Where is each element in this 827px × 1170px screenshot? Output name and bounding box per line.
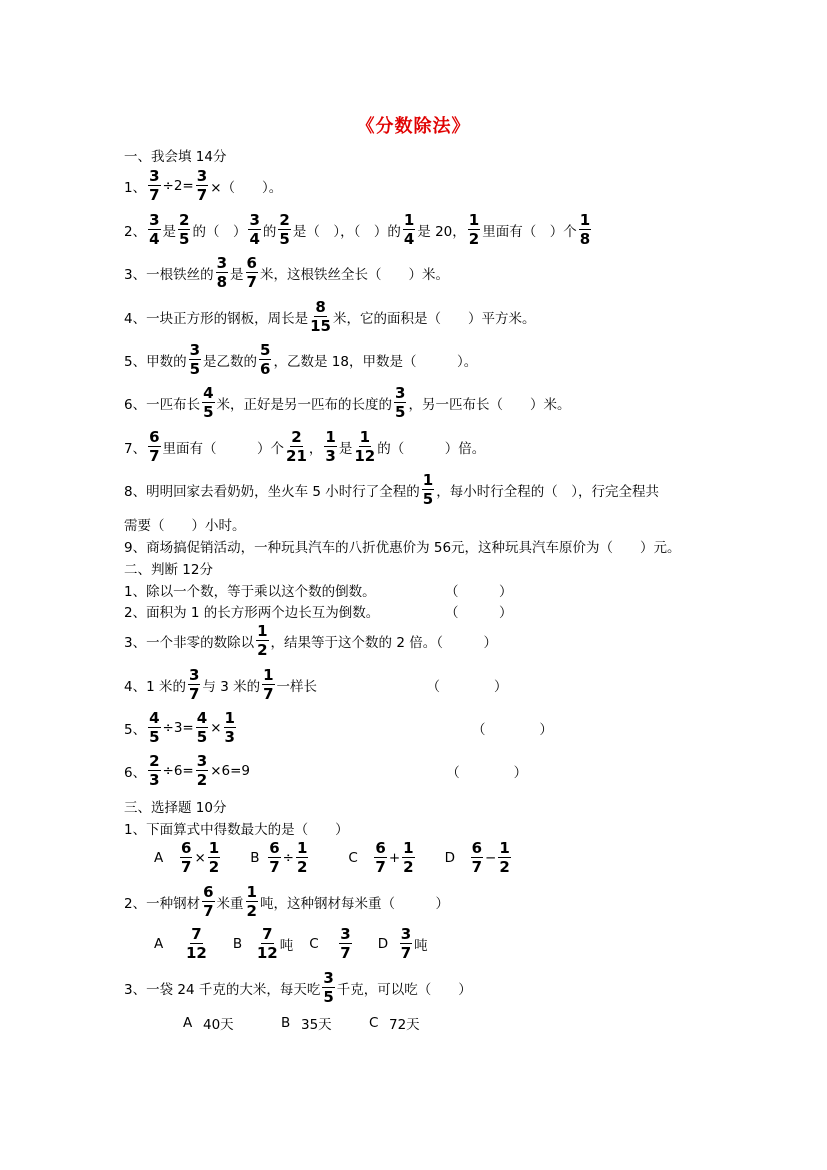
question-fill-9: 9、商场搞促销活动，一种玩具汽车的八折优惠价为 56元，这种玩具汽车原价为（ ）元。: [124, 540, 681, 556]
question-text: 千克，可以吃（ ）: [336, 981, 472, 998]
question-choice-3: [124, 970, 472, 1005]
question-fill-1: [124, 168, 282, 203]
fraction: $\frac{3}{7}$: [188, 666, 200, 703]
answer-paren[interactable]: （ ）: [426, 678, 508, 695]
page-title: 《分数除法》: [356, 116, 471, 137]
option-label[interactable]: C: [369, 1015, 379, 1031]
fraction: $\frac{4}{5}$: [203, 384, 214, 421]
question-choice-2: [124, 884, 449, 919]
fraction: $\frac{8}{15}$: [310, 298, 331, 335]
question-text: ×6=9: [210, 762, 250, 779]
choice-options-2: [154, 926, 428, 961]
fraction: $\frac{6}{7}$: [375, 839, 386, 876]
fraction: $\frac{6}{7}$: [471, 839, 482, 876]
option-label[interactable]: A: [154, 935, 164, 952]
question-text: 6、一匹布长: [124, 396, 201, 413]
fraction: $\frac{1}{3}$: [325, 428, 336, 465]
option-value: 35天: [301, 1017, 332, 1033]
answer-paren[interactable]: （ ）: [446, 764, 528, 781]
section-heading-judge: 二、判断 12分: [124, 562, 213, 578]
option-label[interactable]: D: [444, 849, 455, 866]
question-text: ×（ ）。: [210, 179, 283, 196]
question-text: 是: [162, 223, 177, 240]
fraction: $\frac{3}{7}$: [340, 925, 351, 962]
fraction: $\frac{3}{4}$: [149, 211, 160, 248]
fraction: $\frac{1}{2}$: [403, 839, 414, 876]
operator: ×: [194, 849, 206, 866]
fraction: $\frac{7}{12}$: [256, 925, 278, 962]
question-text: 的（ ）: [192, 223, 247, 240]
answer-paren[interactable]: （ ）: [445, 605, 513, 621]
question-text: ÷3=: [162, 719, 194, 736]
question-text: 3、一个非零的数除以: [124, 634, 255, 651]
question-fill-6: [124, 385, 570, 420]
question-text: 米，这根铁丝全长（ ）米。: [259, 266, 449, 283]
question-text: 里面有（ ）个: [162, 440, 285, 457]
option-value: 40天: [203, 1017, 234, 1033]
fraction: $\frac{5}{6}$: [260, 341, 271, 378]
unit-text: 吨: [414, 937, 428, 954]
question-text: 4、一块正方形的钢板，周长是: [124, 310, 309, 327]
question-number: 2、: [124, 223, 147, 240]
question-fill-3: [124, 255, 449, 290]
question-text: ÷6=: [162, 762, 194, 779]
fraction: $\frac{3}{5}$: [323, 969, 334, 1006]
question-number: 5、: [124, 721, 147, 738]
question-number: 6、: [124, 764, 147, 781]
question-fill-5: [124, 342, 477, 377]
fraction: $\frac{3}{7}$: [149, 167, 160, 204]
question-text: 2、一种钢材: [124, 895, 201, 912]
fraction: $\frac{1}{4}$: [403, 211, 415, 248]
question-judge-4: [124, 667, 508, 702]
question-text: ，乙数是 18，甲数是（ ）。: [273, 353, 478, 370]
question-number: 1、: [124, 179, 147, 196]
option-label[interactable]: B: [250, 849, 260, 866]
question-number: 7、: [124, 440, 147, 457]
question-text: 5、甲数的: [124, 353, 187, 370]
question-text: ×: [210, 719, 222, 736]
unit-text: 吨: [279, 937, 294, 954]
operator: +: [388, 849, 401, 866]
fraction: $\frac{1}{2}$: [499, 839, 510, 876]
fraction: $\frac{1}{7}$: [263, 666, 274, 703]
fraction: $\frac{2}{5}$: [179, 211, 190, 248]
fraction: $\frac{1}{2}$: [296, 839, 308, 876]
section-heading-fill: 一、我会填 14分: [124, 149, 227, 165]
fraction: $\frac{6}{7}$: [246, 254, 257, 291]
fraction: $\frac{1}{2}$: [257, 622, 268, 659]
question-text: 是 20，: [417, 223, 466, 240]
question-fill-8: [124, 472, 659, 507]
fraction: $\frac{4}{5}$: [196, 709, 208, 746]
question-text: 一样长: [276, 678, 318, 695]
fraction: $\frac{1}{8}$: [579, 211, 591, 248]
fraction: $\frac{1}{3}$: [224, 709, 235, 746]
option-label[interactable]: C: [309, 935, 319, 952]
fraction: $\frac{4}{5}$: [149, 709, 160, 746]
question-judge-6: [124, 753, 527, 788]
fraction: $\frac{3}{2}$: [196, 752, 208, 789]
fraction: $\frac{2}{5}$: [279, 211, 290, 248]
option-label[interactable]: D: [377, 935, 389, 952]
choice-options-1: [154, 840, 513, 875]
option-label[interactable]: B: [232, 935, 243, 952]
fraction: $\frac{6}{7}$: [269, 839, 280, 876]
fraction: $\frac{3}{7}$: [400, 925, 412, 962]
fraction: $\frac{1}{2}$: [468, 211, 480, 248]
fraction: $\frac{1}{5}$: [422, 471, 434, 508]
question-text: ÷2=: [162, 177, 194, 194]
question-choice-1: 1、下面算式中得数最大的是（ ）: [124, 822, 349, 838]
question-text: 是: [338, 440, 353, 457]
question-text: 是: [230, 266, 244, 283]
question-judge-2: [124, 601, 513, 621]
question-text: 米重: [216, 895, 244, 912]
question-text: ，: [308, 440, 323, 457]
question-text: 的: [262, 223, 277, 240]
question-text: 里面有（ ）个: [482, 223, 577, 240]
fraction: $\frac{1}{2}$: [208, 839, 220, 876]
option-label[interactable]: B: [281, 1015, 291, 1031]
question-text: ，结果等于这个数的 2 倍。（ ）: [270, 634, 497, 651]
operator: ÷: [282, 849, 294, 866]
question-text: 2、面积为 1 的长方形两个边长互为倒数。: [124, 605, 380, 621]
fraction: $\frac{1}{12}$: [354, 428, 376, 465]
question-text: 的（ ）倍。: [377, 440, 486, 457]
fraction: $\frac{3}{4}$: [249, 211, 260, 248]
section-heading-choice: 三、选择题 10分: [124, 800, 227, 816]
option-label[interactable]: A: [183, 1015, 193, 1031]
choice-options-3: [183, 1013, 420, 1033]
question-judge-5: [124, 710, 553, 745]
answer-paren[interactable]: （ ）: [445, 584, 513, 600]
fraction: $\frac{7}{12}$: [186, 925, 207, 962]
question-text: 3、一根铁丝的: [124, 266, 214, 283]
question-text: 3、一袋 24 千克的大米，每天吃: [124, 981, 321, 998]
question-text: 是乙数的: [203, 353, 258, 370]
question-fill-4: [124, 299, 535, 334]
question-fill-2: [124, 212, 593, 247]
answer-paren[interactable]: （ ）: [471, 721, 553, 738]
fraction: $\frac{6}{7}$: [149, 428, 160, 465]
option-label[interactable]: A: [154, 849, 164, 866]
question-text: 4、1 米的: [124, 678, 186, 695]
question-text: ，每小时行全程的（ ），行完全程共: [436, 483, 659, 500]
question-text: 米，它的面积是（ ）平方米。: [332, 310, 536, 327]
question-text: 8、明明回家去看奶奶，坐火车 5 小时行了全程的: [124, 483, 420, 500]
option-label[interactable]: C: [348, 849, 358, 866]
question-fill-8-cont: 需要（ ）小时。: [124, 518, 246, 534]
question-text: 与 3 米的: [202, 678, 261, 695]
question-text: 吨，这种钢材每米重（ ）: [259, 895, 449, 912]
operator: −: [485, 849, 497, 866]
fraction: $\frac{3}{5}$: [189, 341, 201, 378]
fraction: $\frac{6}{7}$: [181, 839, 192, 876]
question-judge-3: [124, 623, 497, 658]
fraction: $\frac{3}{5}$: [395, 384, 406, 421]
question-text: 1、除以一个数，等于乘以这个数的倒数。: [124, 584, 376, 600]
fraction: $\frac{2}{21}$: [286, 428, 307, 465]
fraction: $\frac{6}{7}$: [203, 883, 214, 920]
question-text: ，另一匹布长（ ）米。: [408, 396, 571, 413]
question-fill-7: [124, 429, 485, 464]
fraction: $\frac{2}{3}$: [149, 752, 160, 789]
question-text: 米，正好是另一匹布的长度的: [216, 396, 393, 413]
fraction: $\frac{1}{2}$: [246, 883, 257, 920]
option-value: 72天: [389, 1017, 420, 1033]
fraction: $\frac{3}{8}$: [216, 254, 228, 291]
question-text: 是（ ），（ ）的: [292, 223, 401, 240]
question-judge-1: [124, 580, 513, 600]
fraction: $\frac{3}{7}$: [196, 167, 208, 204]
